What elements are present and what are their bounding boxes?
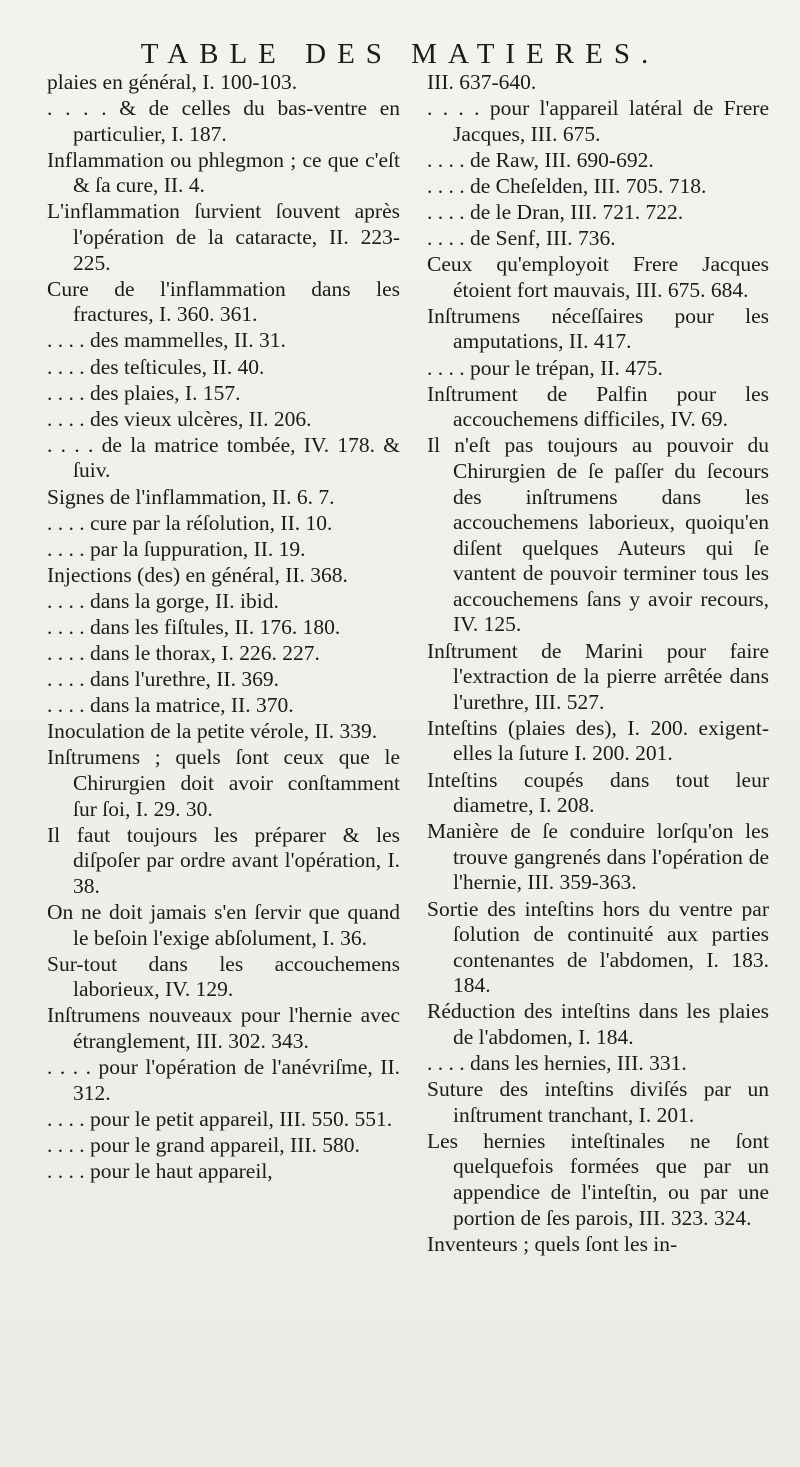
index-entry: . . . . par la ſuppuration, II. 19.: [47, 536, 306, 561]
index-entry: Il faut toujours les préparer & les diſpoſer par ordre avant l'opération, I. 38.: [47, 822, 400, 898]
index-entry: Inteſtins coupés dans tout leur diametre, I. 208.: [427, 767, 769, 818]
index-entry: . . . . & de celles du bas-ventre en particulier, I. 187.: [47, 96, 400, 146]
index-entry: . . . . pour l'appareil latéral de Frere Jacques, III. 675.: [427, 96, 769, 146]
index-entry: Inoculation de la petite vérole, II. 339.: [47, 719, 378, 744]
index-column-right: [427, 70, 769, 1258]
index-column-left: [47, 70, 400, 1185]
index-entry: Réduction des inteſtins dans les plaies de l'abdomen, I. 184.: [427, 999, 769, 1049]
index-entry: . . . . de Cheſelden, III. 705. 718.: [427, 173, 707, 198]
index-entry: . . . . dans les fiſtules, II. 176. 180.: [47, 614, 341, 639]
index-entry: Inſtrumens ; quels ſont ceux que le Chirurgien doit avoir conſtamment ſur ſoi, I. 29. 30.: [47, 745, 400, 821]
index-entry: . . . . des mammelles, II. 31.: [47, 328, 286, 353]
index-entry: On ne doit jamais s'en ſervir que quand le beſoin l'exige abſolument, I. 36.: [47, 900, 400, 950]
index-entry: Il n'eſt pas toujours au pouvoir du Chirurgien de ſe paſſer du ſecours des inſtrumens dans les accouchemens laborieux, quoiqu'en diſent quelques Auteurs qui ſe vantent de pouvoir terminer tous les accouchemens ſans y avoir recours, IV. 125.: [427, 433, 769, 637]
index-entry: Manière de ſe conduire lorſqu'on les trouve gangrenés dans l'opération de l'hernie, III. 359-363.: [427, 819, 769, 895]
index-entry: Inteſtins (plaies des), I. 200. exigent-elles la ſuture I. 200. 201.: [427, 715, 769, 766]
index-entry: . . . . de la matrice tombée, IV. 178. & ſuiv.: [47, 432, 400, 483]
page-heading: TABLE DES MATIERES.: [140, 38, 660, 70]
index-entry: . . . . cure par la réſolution, II. 10.: [47, 510, 333, 535]
index-entry: Cure de l'inflammation dans les fractures, I. 360. 361.: [47, 276, 400, 327]
index-entry: plaies en général, I. 100-103.: [47, 70, 298, 94]
index-entry: . . . . de Senf, III. 736.: [427, 226, 616, 251]
index-entry: Inſtrumens nouveaux pour l'hernie avec étranglement, III. 302. 343.: [47, 1003, 400, 1053]
index-entry: . . . . de le Dran, III. 721. 722.: [427, 199, 684, 224]
index-entry: Signes de l'inflammation, II. 6. 7.: [47, 484, 335, 509]
index-entry: . . . . des teſticules, II. 40.: [47, 354, 265, 379]
index-entry: Suture des inteſtins diviſés par un inſtrument tranchant, I. 201.: [427, 1077, 769, 1127]
index-entry: Sortie des inteſtins hors du ventre par ſolution de continuité aux parties contenantes de l'abdomen, I. 183. 184.: [427, 896, 769, 998]
index-entry: Inſtrumens néceſſaires pour les amputations, II. 417.: [427, 303, 769, 354]
index-entry: . . . . dans la gorge, II. ibid.: [47, 588, 279, 613]
index-entry: Les hernies inteſtinales ne ſont quelquefois formées que par un appendice de l'inteſtin, ou par une portion de ſes parois, III. 323. 324.: [427, 1128, 769, 1230]
index-entry: Sur-tout dans les accouchemens laborieux, IV. 129.: [47, 951, 400, 1002]
index-entry: . . . . dans le thorax, I. 226. 227.: [47, 641, 320, 666]
index-entry: . . . . des plaies, I. 157.: [47, 380, 241, 405]
index-entry: L'inflammation ſurvient ſouvent après l'opération de la cataracte, II. 223-225.: [47, 199, 400, 275]
index-entry: Ceux qu'employoit Frere Jacques étoient fort mauvais, III. 675. 684.: [427, 252, 769, 302]
index-entry: . . . . pour le petit appareil, III. 550. 551.: [47, 1106, 393, 1131]
index-entry: III. 637-640.: [427, 70, 537, 94]
index-entry: Injections (des) en général, II. 368.: [47, 562, 348, 587]
index-entry: . . . . pour le grand appareil, III. 580.: [47, 1132, 360, 1157]
index-entry: Inſtrument de Palfin pour les accouchemens difficiles, IV. 69.: [427, 381, 769, 432]
index-entry: . . . . pour le trépan, II. 475.: [427, 355, 663, 380]
index-entry: . . . . pour l'opération de l'anévriſme, II. 312.: [47, 1055, 400, 1105]
index-entry: . . . . dans les hernies, III. 331.: [427, 1051, 687, 1076]
index-entry: . . . . des vieux ulcères, II. 206.: [47, 406, 312, 431]
index-entry: . . . . de Raw, III. 690-692.: [427, 147, 654, 172]
index-entry: Inflammation ou phlegmon ; ce que c'eſt & ſa cure, II. 4.: [47, 147, 400, 198]
index-entry: . . . . pour le haut appareil,: [47, 1158, 273, 1183]
index-entry: . . . . dans la matrice, II. 370.: [47, 693, 294, 718]
index-entry: . . . . dans l'urethre, II. 369.: [47, 667, 279, 692]
index-entry: Inventeurs ; quels ſont les in-: [427, 1231, 678, 1256]
index-entry: Inſtrument de Marini pour faire l'extraction de la pierre arrêtée dans l'urethre, III. 527.: [427, 638, 769, 714]
